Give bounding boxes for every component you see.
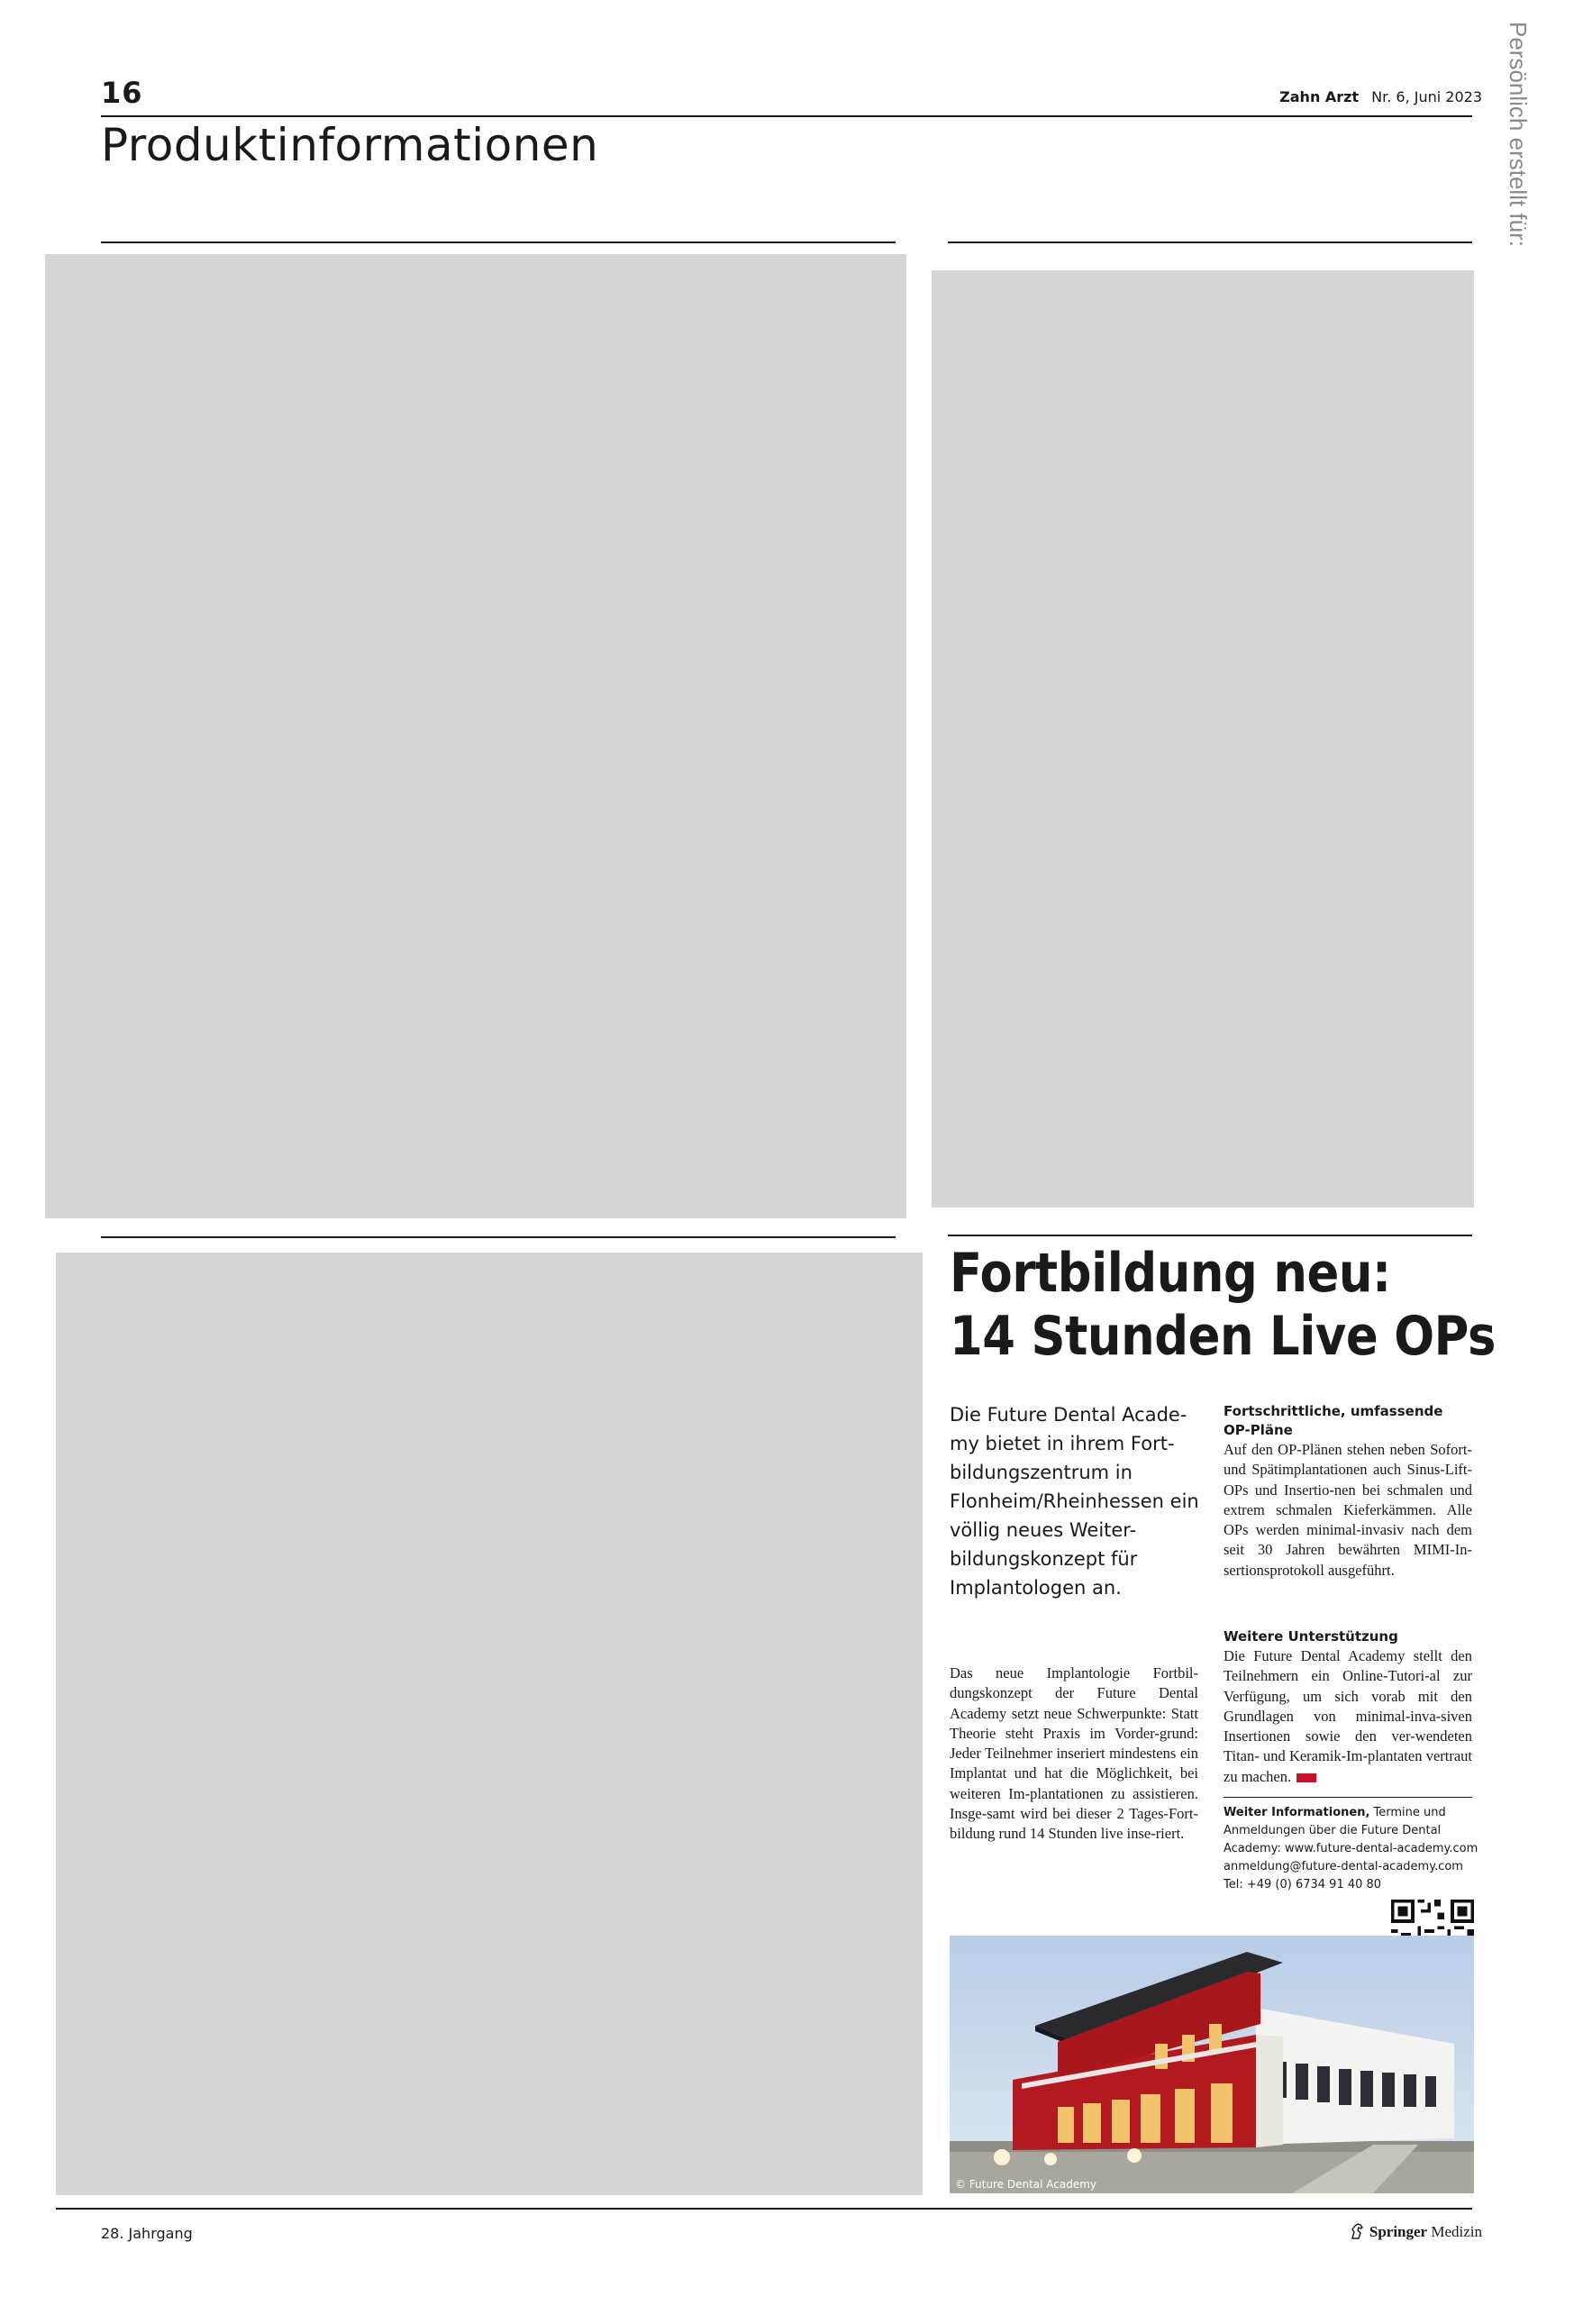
header-rule <box>101 115 1472 117</box>
article-headline <box>950 1242 1496 1368</box>
article-section-oplane <box>1224 1402 1472 1581</box>
personalization-note: Persönlich erstellt für: <box>1505 22 1532 247</box>
contact-email[interactable]: anmeldung@future-dental-academy.com <box>1224 1860 1463 1873</box>
photo-credit: © Future Dental Academy <box>955 2178 1097 2191</box>
page-number: 16 <box>101 76 143 110</box>
journal-info <box>1279 88 1482 105</box>
footer-rule <box>56 2208 1472 2210</box>
contact-info <box>1224 1804 1485 1894</box>
contact-rule <box>1224 1797 1472 1798</box>
section-heading: Weitere Unterstützung <box>1224 1628 1398 1645</box>
ad-placeholder-bottom-left <box>56 1253 923 2195</box>
ad-placeholder-top-left <box>45 254 906 1218</box>
headline-line-2: 14 Stunden Live OPs <box>950 1305 1496 1368</box>
section-text: Auf den OP-Plänen stehen neben Sofort- und Spätimplantationen auch Sinus-Lift-OPs und Insertio-nen bei schmalen und extrem schmalen Kieferkämmen. Alle OPs werden minimal-invasiv nach dem seit 30 Jahren bewährten MIMI-In-sertionsprotokoll ausgeführt. <box>1224 1441 1472 1579</box>
contact-phone: Tel: +49 (0) 6734 91 40 80 <box>1224 1878 1382 1891</box>
section-heading: Fortschrittliche, umfassende OP-Pläne <box>1224 1403 1443 1438</box>
publisher-name: Springer <box>1369 2223 1428 2240</box>
contact-line-2: Anmeldungen über die Future Dental <box>1224 1824 1442 1837</box>
publisher-division: Medizin <box>1427 2223 1482 2240</box>
issue-label: Nr. 6, Juni 2023 <box>1371 88 1482 105</box>
article-body-left: Das neue Implantologie Fortbil-dungskonzept der Future Dental Academy setzt neue Schwerpunkte: Statt Theorie steht Praxis im Vorder-grund: Jeder Teilnehmer inseriert mindestens ein Implantat und hat die Möglichkeit, bei weiteren Im-plantationen zu assistieren. Insge-samt wird bei dieser 2 Tages-Fort-bildung rund 14 Stunden live inse-riert. <box>950 1664 1198 1843</box>
volume-label: 28. Jahrgang <box>101 2225 193 2242</box>
divider-bottom-left <box>101 1236 896 1238</box>
divider-top-left <box>101 242 896 243</box>
article-section-support <box>1224 1627 1472 1787</box>
contact-text: Termine und <box>1369 1806 1446 1819</box>
divider-article <box>948 1235 1472 1236</box>
journal-name: Zahn Arzt <box>1279 88 1360 105</box>
building-illustration <box>950 1936 1474 2193</box>
springer-horse-icon <box>1350 2222 1366 2240</box>
page-title: Produktinformationen <box>101 119 599 171</box>
contact-website[interactable]: Academy: www.future-dental-academy.com <box>1224 1842 1478 1855</box>
section-text-body: Die Future Dental Academy stellt den Teilnehmern ein Online-Tutori-al zur Verfügung, um sich vorab mit den Grundlagen von minimal-inva-siven Insertionen sowie den ver-wendeten Titan- und Keramik-Im-plantaten vertraut zu machen. <box>1224 1647 1472 1785</box>
contact-line-1 <box>1224 1804 1485 1822</box>
academy-building-photo <box>950 1936 1474 2193</box>
divider-top-right <box>948 242 1472 243</box>
contact-heading: Weiter Informationen, <box>1224 1806 1370 1819</box>
article-end-mark <box>1296 1773 1316 1782</box>
publisher-logo <box>1350 2222 1482 2241</box>
article-lead: Die Future Dental Acade-my bietet in ihrem Fort-bildungszentrum in Flonheim/Rheinhessen ein völlig neues Weiter-bildungskonzept für Implantologen an. <box>950 1404 1199 1599</box>
ad-placeholder-top-right <box>932 270 1474 1208</box>
headline-line-1: Fortbildung neu: <box>950 1242 1391 1305</box>
section-text <box>1224 1646 1472 1787</box>
